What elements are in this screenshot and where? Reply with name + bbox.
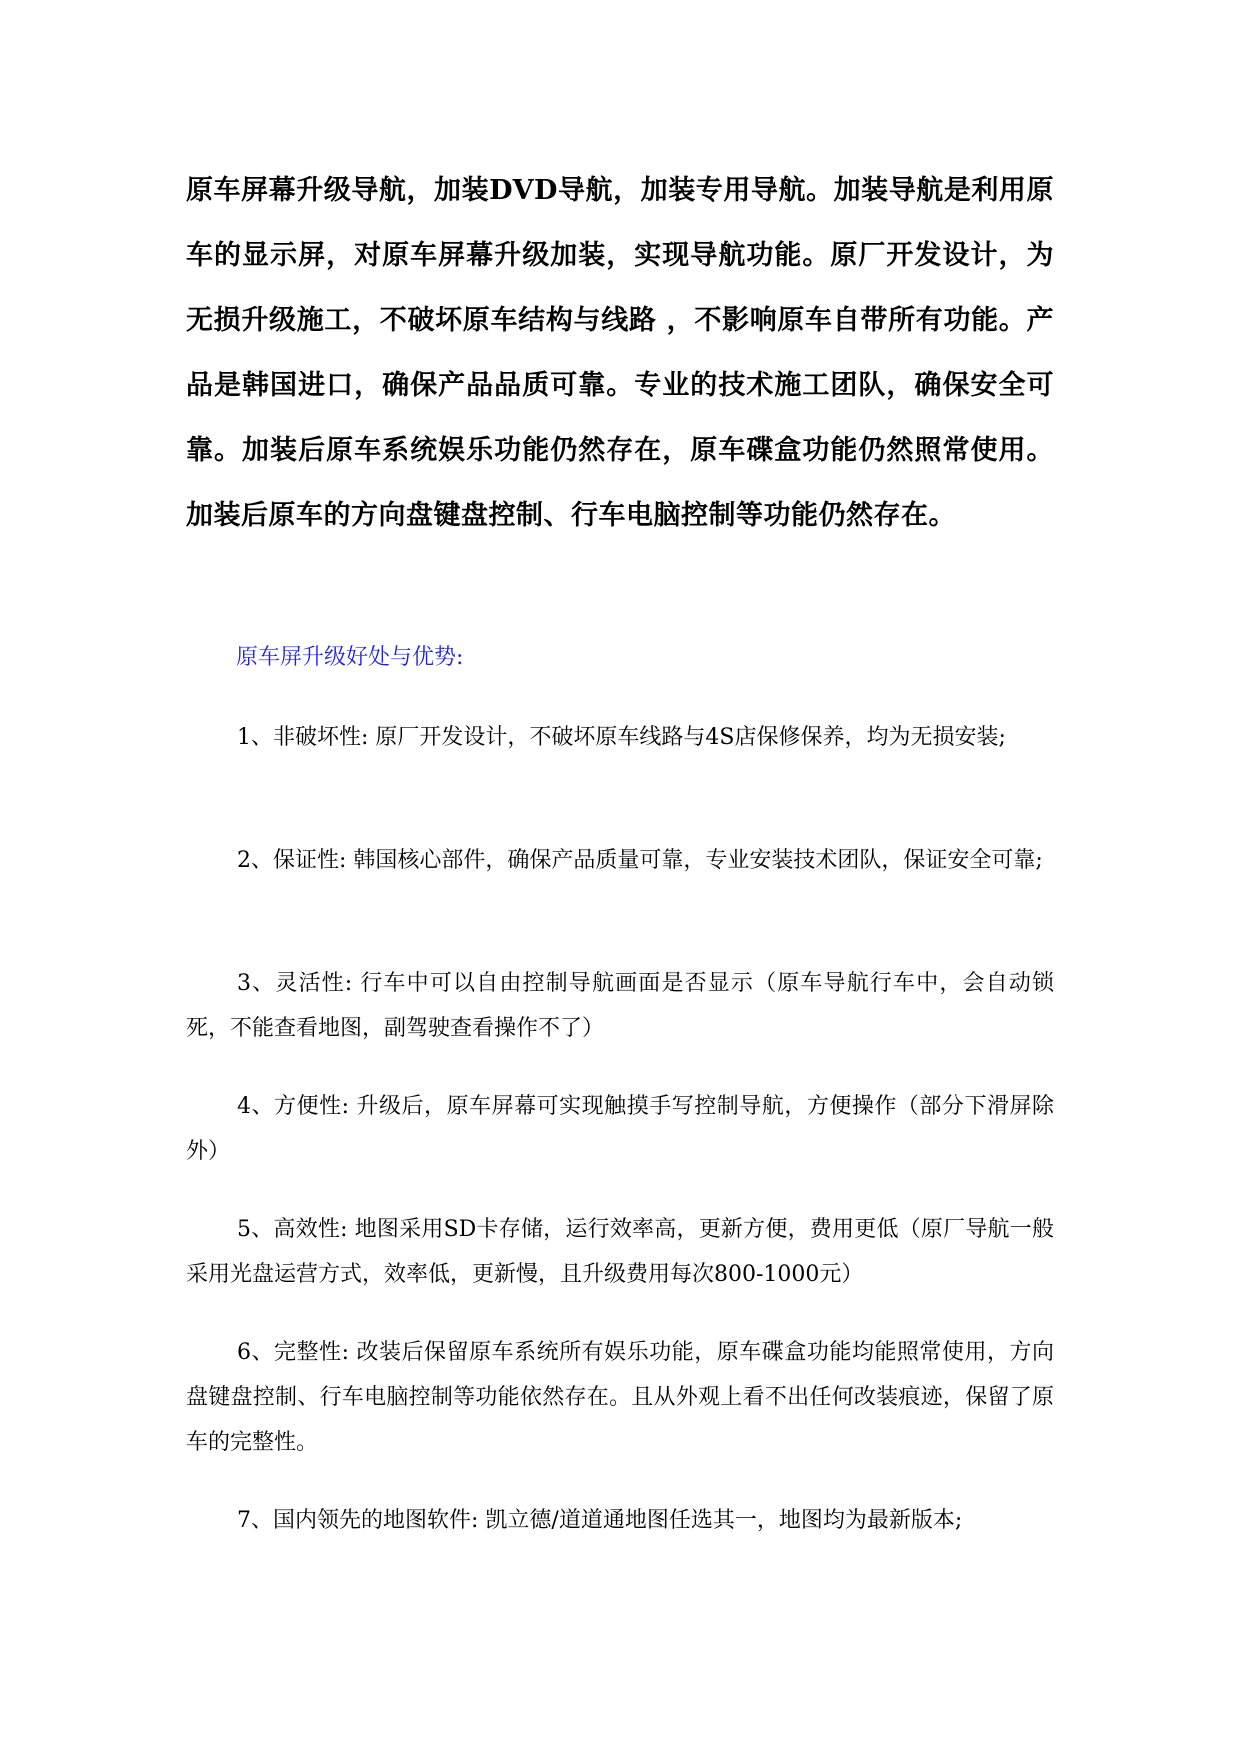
advantages-heading: 原车屏升级好处与优势: bbox=[236, 645, 464, 670]
advantage-item-1: 1、非破坏性: 原厂开发设计，不破坏原车线路与4S店保修保养，均为无损安装; bbox=[237, 725, 1006, 750]
advantage-item-6: 6、完整性: 改装后保留原车系统所有娱乐功能，原车碟盒功能均能照常使用，方向盘键盘控制、行车电脑控制等功能依然存在。且从外观上看不出任何改装痕迹，保留了原车的完整性。 bbox=[186, 1340, 1054, 1455]
advantage-item-4: 4、方便性: 升级后，原车屏幕可实现触摸手写控制导航，方便操作（部分下滑屏除外） bbox=[186, 1094, 1054, 1164]
advantage-item-5: 5、高效性: 地图采用SD卡存储，运行效率高，更新方便，费用更低（原厂导航一般采用光盘运营方式，效率低，更新慢，且升级费用每次800-1000元） bbox=[186, 1217, 1054, 1287]
advantage-item-2: 2、保证性: 韩国核心部件，确保产品质量可靠，专业安装技术团队，保证安全可靠; bbox=[237, 848, 1043, 873]
intro-paragraph: 原车屏幕升级导航，加装DVD导航，加装专用导航。加装导航是利用原车的显示屏，对原车屏幕升级加装，实现导航功能。原厂开发设计，为无损升级施工，不破坏原车结构与线路 ，不影响原车自带所有功能。产品是韩国进口，确保产品品质可靠。专业的技术施工团队，确保安全可靠。加装后原车系统娱乐功能仍然存在，原车碟盒功能仍然照常使用。加装后原车的方向盘键盘控制、行车电脑控制等功能仍然存在。 bbox=[186, 175, 1054, 531]
advantage-item-7: 7、国内领先的地图软件: 凯立德/道道通地图任选其一，地图均为最新版本; bbox=[237, 1508, 963, 1533]
advantage-item-3: 3、灵活性: 行车中可以自由控制导航画面是否显示（原车导航行车中，会自动锁死，不能查看地图，副驾驶查看操作不了） bbox=[186, 971, 1054, 1041]
